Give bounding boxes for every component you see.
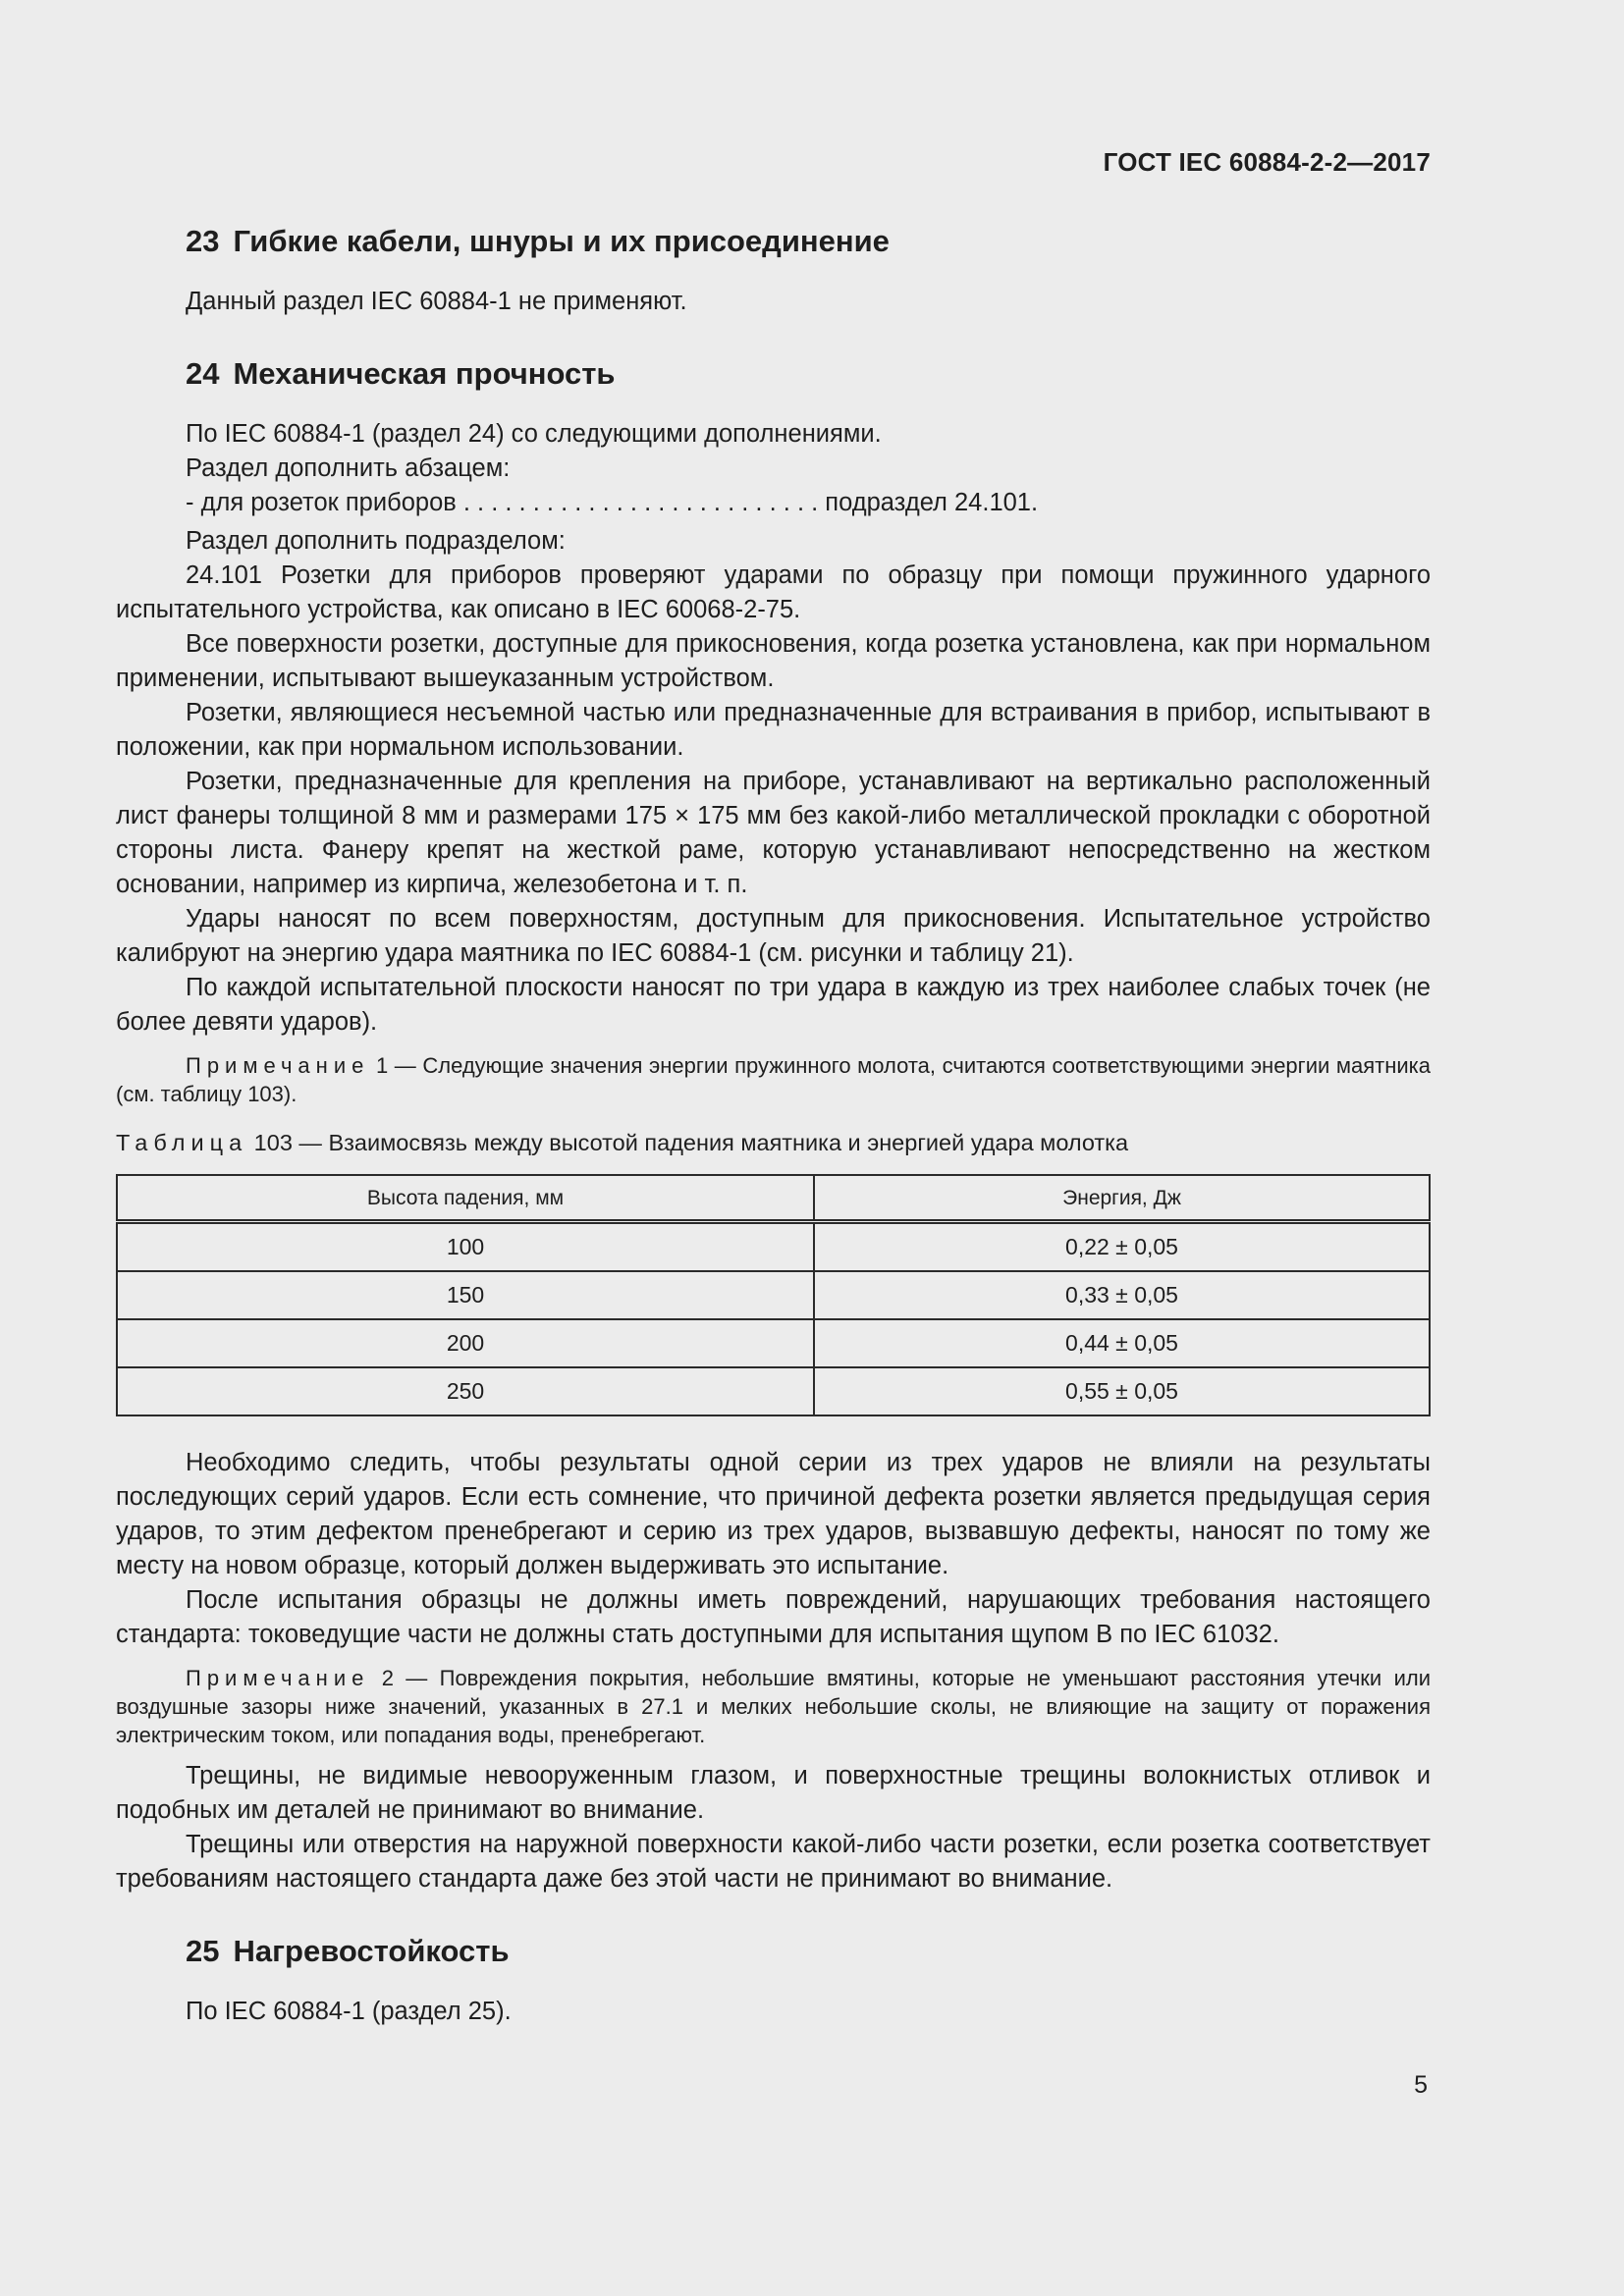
- paragraph: Розетки, являющиеся несъемной частью или предназначенные для встраивания в прибор, испытывают в положении, как при нормальном использовании.: [116, 699, 1431, 761]
- section-title: Механическая прочность: [233, 356, 616, 391]
- table-row: [117, 1319, 1430, 1367]
- paragraph: После испытания образцы не должны иметь повреждений, нарушающих требования настоящего стандарта: токоведущие части не должны стать доступными для испытания щупом B по IEC 61032.: [116, 1586, 1431, 1648]
- table-cell-height: 150: [117, 1271, 814, 1319]
- paragraph: Удары наносят по всем поверхностям, доступным для прикосновения. Испытательное устройство калибруют на энергию удара маятника по IEC 60884-1 (см. рисунки и таблицу 21).: [116, 905, 1431, 967]
- table-cell-height: 250: [117, 1367, 814, 1415]
- addition-line: [116, 486, 1431, 520]
- section-title: Нагревостойкость: [233, 1934, 510, 1968]
- note-1: [116, 1051, 1431, 1108]
- page-content: [116, 222, 1431, 2029]
- page-number: 5: [1414, 2071, 1428, 2099]
- note-text: 2 — Повреждения покрытия, небольшие вмятины, которые не уменьшают расстояния утечки или воздушные зазоры ниже значений, указанных в 27.1 и мелких небольшие сколы, не влияющие на защиту от поражения электрическим током, или попадания воды, пренебрегают.: [116, 1666, 1431, 1747]
- addition-item: - для розеток приборов . . . . . . . . . . . . . . . . . . . . . . . . . .: [186, 489, 819, 516]
- table-cell-height: 200: [117, 1319, 814, 1367]
- column-header-energy: Энергия, Дж: [814, 1175, 1430, 1222]
- note-label: Примечание: [186, 1666, 370, 1690]
- paragraph: Раздел дополнить абзацем:: [186, 454, 511, 482]
- table-cell-energy: 0,55 ± 0,05: [814, 1367, 1430, 1415]
- section-25-heading: [116, 1932, 1431, 1971]
- section-number: 23: [186, 224, 220, 258]
- paragraph: Трещины или отверстия на наружной поверхности какой-либо части розетки, если розетка соответствует требованиям настоящего стандарта даже без этой части не принимают во внимание.: [116, 1831, 1431, 1893]
- section-number: 24: [186, 356, 220, 391]
- table-header-row: [117, 1175, 1430, 1222]
- table-label: Таблица: [116, 1130, 248, 1155]
- section-24-heading: [116, 354, 1431, 394]
- paragraph: Розетки, предназначенные для крепления на приборе, устанавливают на вертикально расположенный лист фанеры толщиной 8 мм и размерами 175 × 175 мм без какой-либо металлической прокладки с оборотной стороны листа. Фанеру крепят на жесткой раме, которую устанавливают непосредственно на жестком основании, например из кирпича, железобетона и т. п.: [116, 768, 1431, 898]
- section-title: Гибкие кабели, шнуры и их присоединение: [233, 224, 890, 258]
- paragraph: Данный раздел IEC 60884-1 не применяют.: [186, 288, 687, 315]
- note-2: [116, 1664, 1431, 1749]
- paragraph: По IEC 60884-1 (раздел 24) со следующими дополнениями.: [186, 420, 882, 448]
- note-label: Примечание: [186, 1053, 370, 1078]
- table-row: [117, 1222, 1430, 1272]
- section-23-heading: [116, 222, 1431, 261]
- paragraph: По каждой испытательной плоскости наносят по три удара в каждую из трех наиболее слабых точек (не более девяти ударов).: [116, 974, 1431, 1036]
- paragraph: 24.101 Розетки для приборов проверяют ударами по образцу при помощи пружинного ударного испытательного устройства, как описано в IEC 60068-2-75.: [116, 561, 1431, 623]
- table-caption-text: 103 — Взаимосвязь между высотой падения маятника и энергией удара молотка: [247, 1130, 1129, 1155]
- table-row: [117, 1367, 1430, 1415]
- paragraph: Все поверхности розетки, доступные для прикосновения, когда розетка установлена, как при нормальном применении, испытывают вышеуказанным устройством.: [116, 630, 1431, 692]
- paragraph: Раздел дополнить подразделом:: [186, 527, 566, 555]
- column-header-height: Высота падения, мм: [117, 1175, 814, 1222]
- paragraph: Необходимо следить, чтобы результаты одной серии из трех ударов не влияли на результаты последующих серий ударов. Если есть сомнение, что причиной дефекта розетки является предыдущая серия ударов, то этим дефектом пренебрегают и серию из трех ударов, вызвавшую дефекты, наносят по тому же месту на новом образце, который должен выдерживать это испытание.: [116, 1449, 1431, 1579]
- section-number: 25: [186, 1934, 220, 1968]
- table-caption: [116, 1126, 1431, 1160]
- table-cell-height: 100: [117, 1222, 814, 1272]
- table-103: [116, 1174, 1431, 1416]
- addition-reference: подраздел 24.101.: [825, 489, 1039, 516]
- paragraph: Трещины, не видимые невооруженным глазом, и поверхностные трещины волокнистых отливок и подобных им деталей не принимают во внимание.: [116, 1762, 1431, 1824]
- table-cell-energy: 0,22 ± 0,05: [814, 1222, 1430, 1272]
- note-text: 1 — Следующие значения энергии пружинного молота, считаются соответствующими энергии маятника (см. таблицу 103).: [116, 1053, 1431, 1106]
- table-row: [117, 1271, 1430, 1319]
- paragraph: По IEC 60884-1 (раздел 25).: [186, 1998, 512, 2025]
- table-cell-energy: 0,33 ± 0,05: [814, 1271, 1430, 1319]
- table-cell-energy: 0,44 ± 0,05: [814, 1319, 1430, 1367]
- document-code: ГОСТ IEC 60884-2-2—2017: [1103, 147, 1431, 177]
